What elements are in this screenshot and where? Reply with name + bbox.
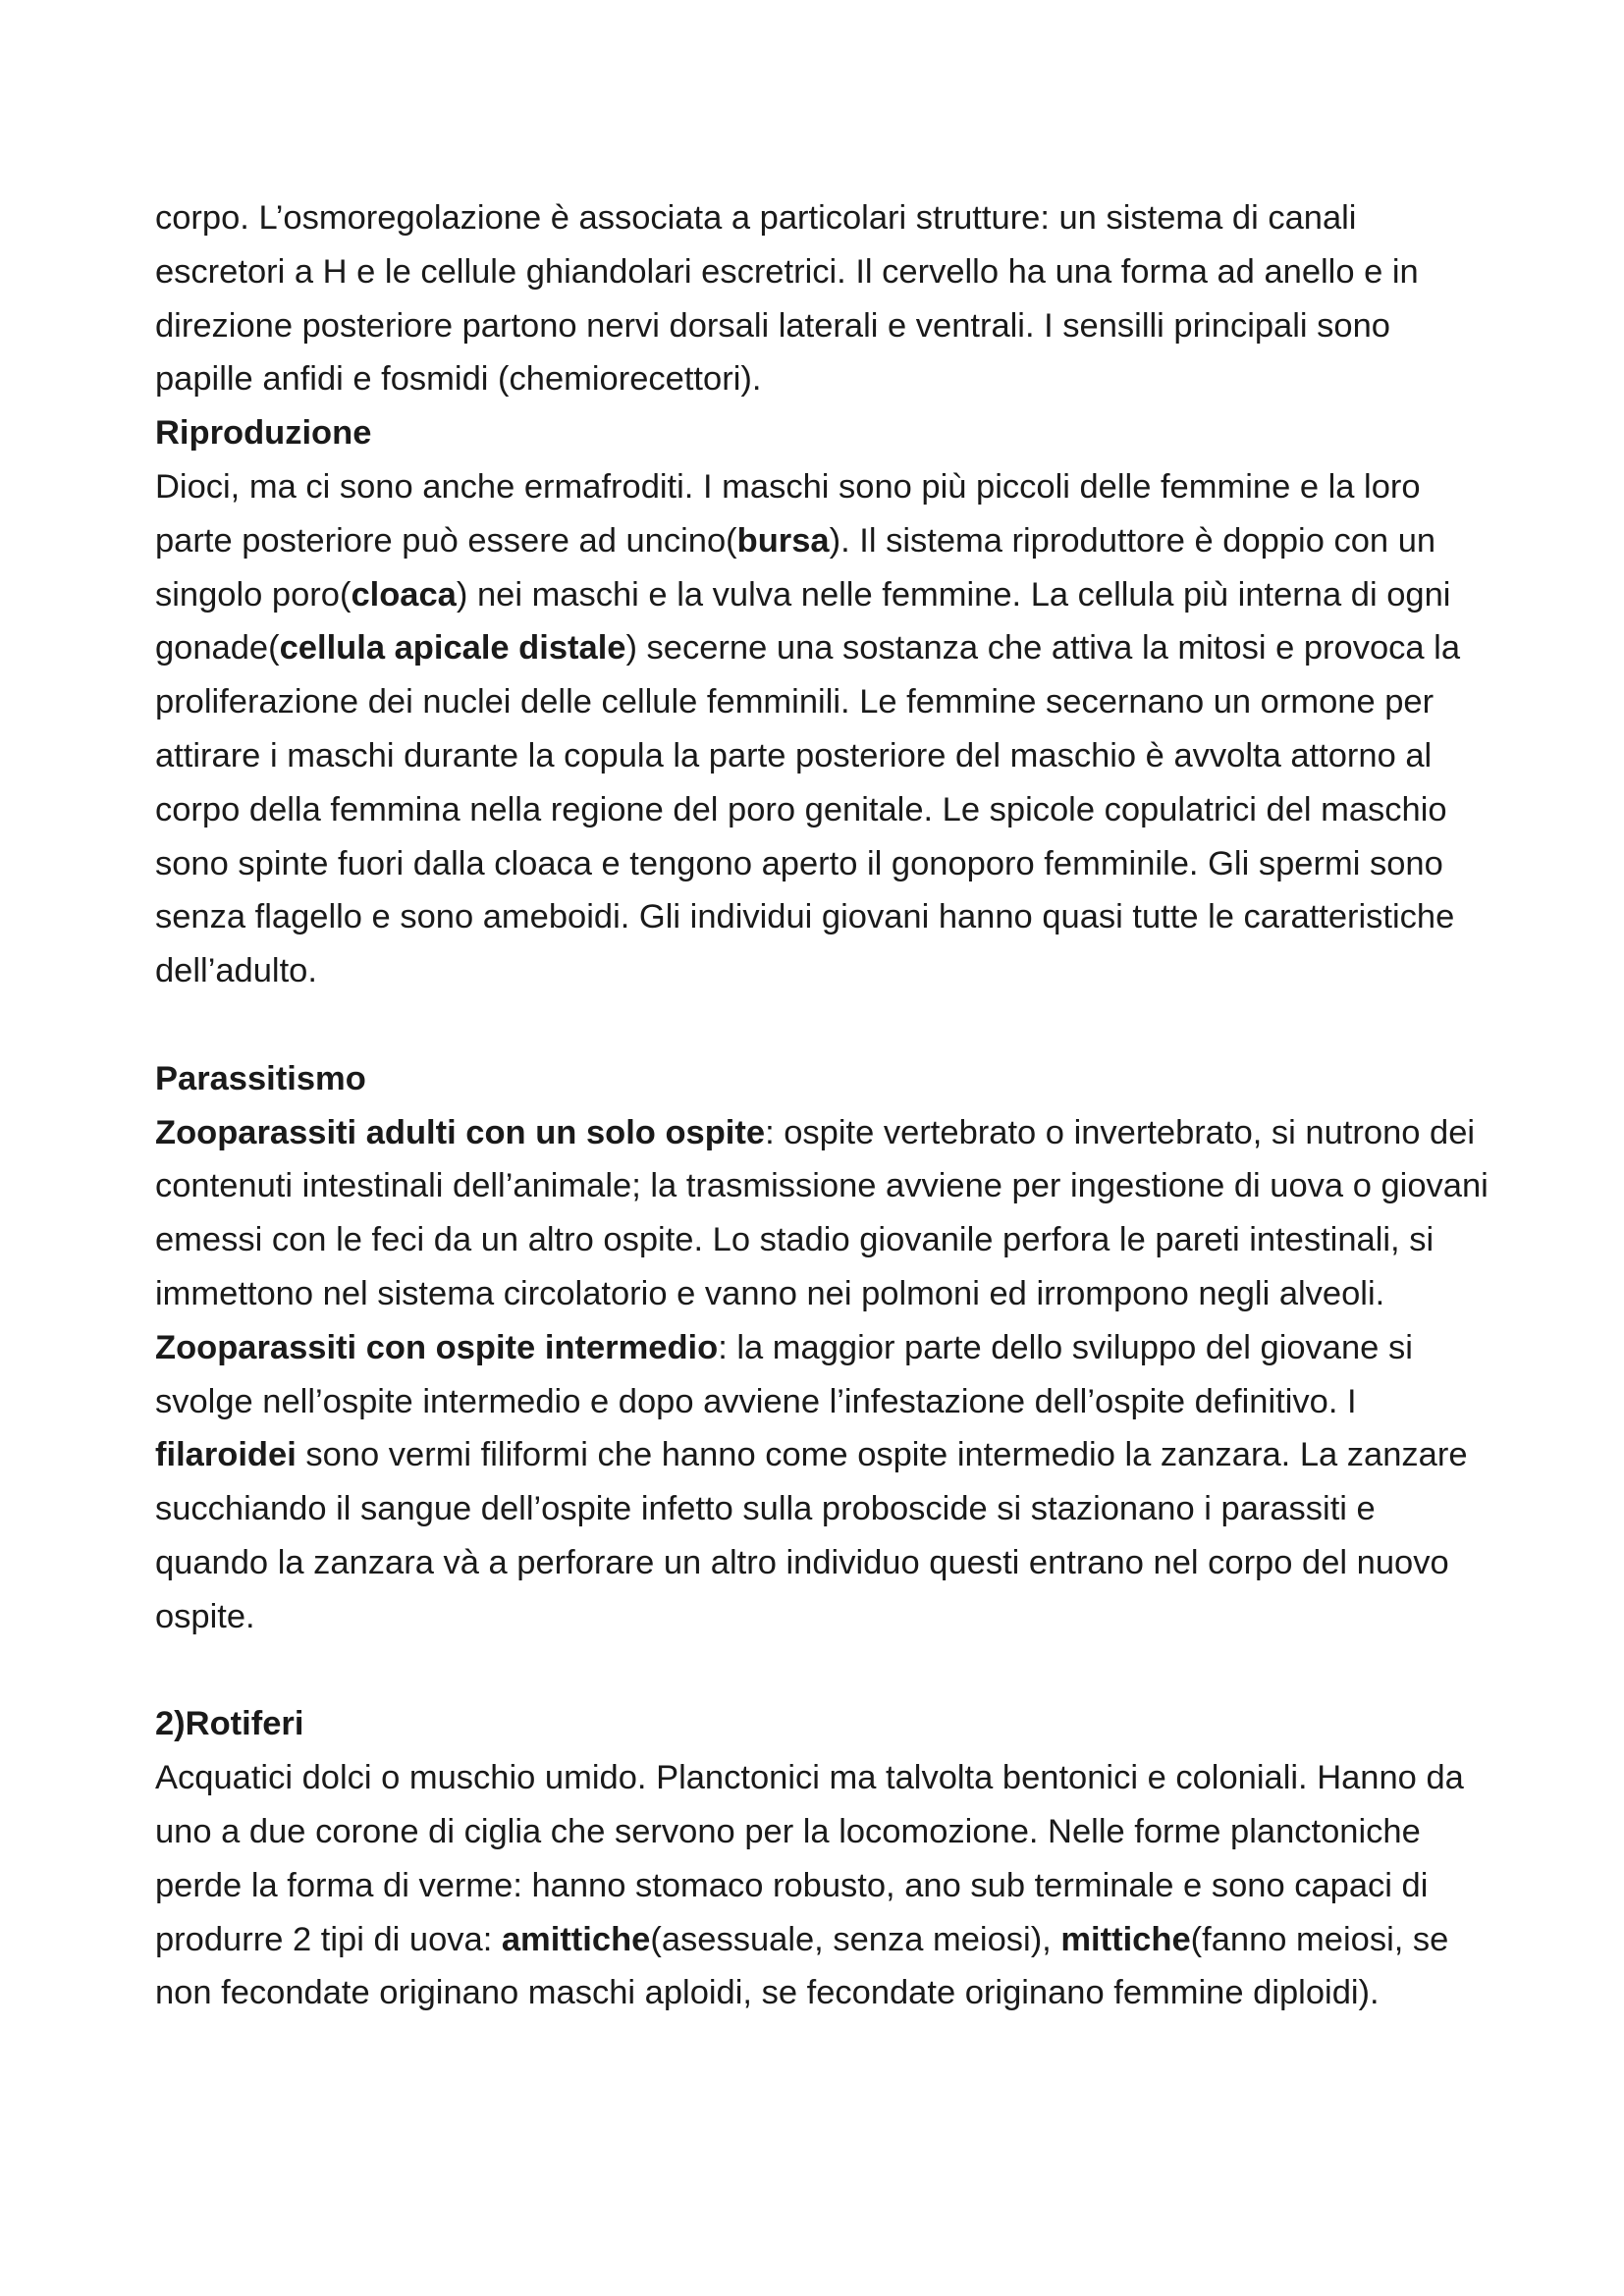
rotiferi-paragraph: Acquatici dolci o muschio umido. Planctonici ma talvolta bentonici e coloniali. Hanno da uno a due corone di ciglia che servono per la locomozione. Nelle forme planctoniche perde la forma di verme: hanno stomaco robusto, ano sub terminale e sono capaci di produrre 2 tipi di uova: amittiche(asessuale, senza meiosi), mittiche(fanno meiosi, se non fecondate originano maschi aploidi, se fecondate originano femmine diploidi). bbox=[155, 1759, 1464, 2012]
riproduzione-paragraph: Dioci, ma ci sono anche ermafroditi. I maschi sono più piccoli delle femmine e la loro parte posteriore può essere ad uncino(bursa). Il sistema riproduttore è doppio con un singolo poro(cloaca) nei maschi e la vulva nelle femmine. La cellula più interna di ogni gonade(cellula apicale distale) secerne una sostanza che attiva la mitosi e provoca la proliferazione dei nuclei delle cellule femminili. Le femmine secernano un ormone per attirare i maschi durante la copula la parte posteriore del maschio è avvolta attorno al corpo della femmina nella regione del poro genitale. Le spicole copulatrici del maschio sono spinte fuori dalla cloaca e tengono aperto il gonoporo femminile. Gli spermi sono senza flagello e sono ameboidi. Gli individui giovani hanno quasi tutte le caratteristiche dell’adulto. bbox=[155, 467, 1461, 990]
parassitismo-paragraph-2: Zooparassiti con ospite intermedio: la maggior parte dello sviluppo del giovane si svolge nell’ospite intermedio e dopo avviene l’infestazione dell’ospite definitivo. I filaroidei sono vermi filiformi che hanno come ospite intermedio la zanzara. La zanzare succhiando il sangue dell’ospite infetto sulla proboscide si stazionano i parassiti e quando la zanzara và a perforare un altro individuo questi entrano nel corpo del nuovo ospite. bbox=[155, 1328, 1468, 1635]
paragraph-spacer bbox=[155, 1644, 1490, 1698]
term-cellula-apicale-distale: cellula apicale distale bbox=[279, 629, 626, 667]
section-heading-riproduzione: Riproduzione bbox=[155, 414, 372, 453]
parassitismo-paragraph-1: Zooparassiti adulti con un solo ospite: ospite vertebrato o invertebrato, si nutrono dei contenuti intestinali dell’animale; la trasmissione avviene per ingestione di uova o giovani emessi con le feci da un altro ospite. Lo stadio giovanile perfora le pareti intestinali, si immettono nel sistema circolatorio e vanno nei polmoni ed irrompono negli alveoli. bbox=[155, 1113, 1489, 1312]
term-amittiche: amittiche bbox=[501, 1920, 651, 1958]
term-cloaca: cloaca bbox=[351, 575, 457, 614]
paragraph-spacer bbox=[155, 998, 1490, 1052]
term-zooparassiti-intermedio: Zooparassiti con ospite intermedio bbox=[155, 1328, 719, 1366]
term-mittiche: mittiche bbox=[1060, 1920, 1191, 1958]
term-zooparassiti-adulti: Zooparassiti adulti con un solo ospite bbox=[155, 1113, 766, 1151]
term-filaroidei: filaroidei bbox=[155, 1436, 297, 1474]
section-heading-rotiferi: 2)Rotiferi bbox=[155, 1705, 304, 1743]
intro-paragraph: corpo. L’osmoregolazione è associata a particolari strutture: un sistema di canali escretori a H e le cellule ghiandolari escretrici. Il cervello ha una forma ad anello e in direzione posteriore partono nervi dorsali laterali e ventrali. I sensilli principali sono papille anfidi e fosmidi (chemiorecettori). bbox=[155, 199, 1419, 399]
section-heading-parassitismo: Parassitismo bbox=[155, 1059, 366, 1097]
term-bursa: bursa bbox=[736, 521, 830, 560]
page-content bbox=[155, 191, 1490, 2020]
